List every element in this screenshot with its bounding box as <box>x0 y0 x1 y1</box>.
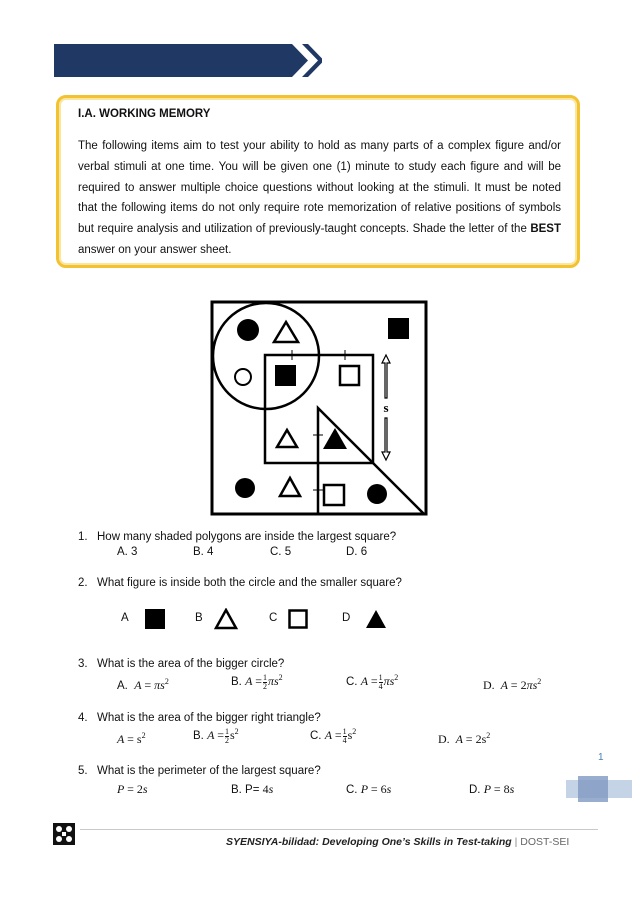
q4-option-d[interactable]: D. $A = 2s^2$ <box>438 731 491 746</box>
section-title: PART I: Intellective Speed Test <box>22 6 225 22</box>
q1-option-a[interactable]: A. 3 <box>117 546 138 558</box>
q2-option-a-label[interactable]: A <box>121 612 129 624</box>
dost-sei-logo <box>52 822 76 846</box>
q4-option-c[interactable]: C. A = $\frac{1}{4}$ $s^2$ <box>310 726 357 745</box>
q2-option-c-label[interactable]: C <box>269 612 278 624</box>
question-4: 4. What is the area of the bigger right triangle? <box>78 712 321 724</box>
question-2: 2. What figure is inside both the circle and the smaller square? <box>78 577 402 589</box>
footer-text: SYENSIYA-bilidad: Developing One’s Skills in Test-taking | DOST-SEI <box>226 836 570 848</box>
q3-option-a[interactable]: A. $A = \pi s^2$ <box>117 677 169 692</box>
q1-option-c[interactable]: C. 5 <box>270 546 292 558</box>
filled-square-icon[interactable] <box>144 608 166 630</box>
q1-option-d[interactable]: D. 6 <box>346 546 368 558</box>
question-5: 5. What is the perimeter of the largest square? <box>78 765 321 777</box>
q4-option-b[interactable]: B. A = $\frac{1}{2}$ $s^2$ <box>193 726 239 745</box>
q1-option-b[interactable]: B. 4 <box>193 546 214 558</box>
page-tab-decoration <box>566 776 632 802</box>
page-number: 1 <box>598 752 604 763</box>
q3-option-c[interactable]: C. A = $\frac{1}{4}$ $\pi s^2$ <box>346 672 399 691</box>
q2-option-b-label[interactable]: B <box>195 612 203 624</box>
side-label-s: s <box>383 400 389 415</box>
section-banner <box>54 44 322 77</box>
outline-triangle-icon[interactable] <box>214 608 238 630</box>
q5-option-c[interactable]: C. P = 6s <box>346 782 392 796</box>
q5-option-d[interactable]: D. P = 8s <box>469 782 515 796</box>
instructions-text: The following items aim to test your ability to hold as many parts of a complex figure and/or verbal stimuli at one time. You will be given one (1) minute to study each figure and will be required to answer multiple choice questions without looking at the stimuli. It must be noted that the following items do not only require rote memorization of relative positions of symbols but require analysis and utilization of previously-taught concepts. Shade the letter of the BEST answer on your answer sheet. <box>78 140 561 256</box>
question-1: 1. How many shaded polygons are inside the largest square? <box>78 531 397 543</box>
question-3: 3. What is the area of the bigger circle? <box>78 658 285 670</box>
instructions-heading: I.A. WORKING MEMORY <box>78 108 211 120</box>
outline-square-icon[interactable] <box>288 608 308 630</box>
q3-option-d[interactable]: D. $A = 2\pi s^2$ <box>483 677 542 692</box>
q5-option-b[interactable]: B. P= 4s <box>231 782 274 796</box>
filled-triangle-icon[interactable] <box>364 608 388 630</box>
q2-option-d-label[interactable]: D <box>342 612 351 624</box>
q3-option-b[interactable]: B. A = $\frac{1}{2}$ $\pi s^2$ <box>231 672 283 691</box>
q4-option-a[interactable]: $A = s^2$ <box>117 731 146 746</box>
stimulus-figure <box>210 300 430 518</box>
q5-option-a[interactable]: P = 2s <box>117 782 148 796</box>
footer-divider <box>80 829 598 830</box>
